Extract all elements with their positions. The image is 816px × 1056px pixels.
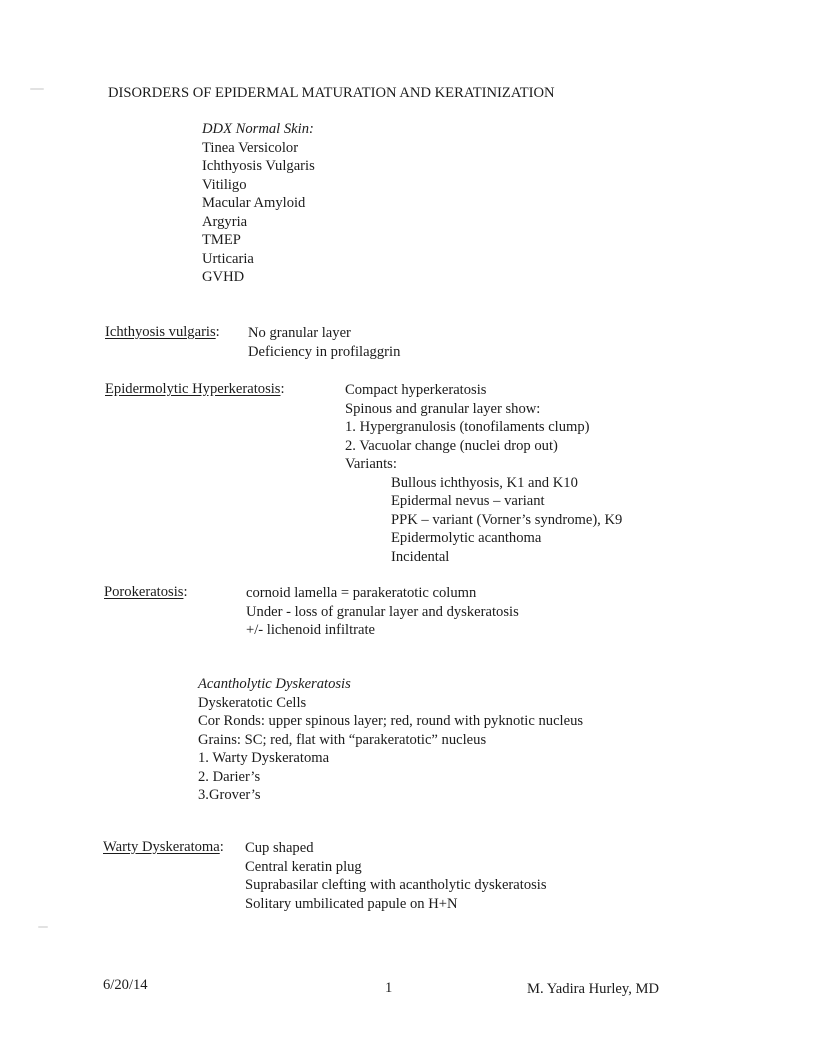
porokeratosis-term <box>104 584 188 601</box>
warty-term <box>103 839 224 856</box>
porokeratosis-term-text: Porokeratosis <box>104 584 184 600</box>
detail-line: Deficiency in profilaggrin <box>248 343 401 360</box>
warty-term-text: Warty Dyskeratoma <box>103 839 220 855</box>
ichthyosis-term-text: Ichthyosis vulgaris <box>105 324 216 340</box>
scan-speck <box>30 88 44 90</box>
detail-line: cornoid lamella = parakeratotic column <box>246 585 477 601</box>
detail-line: 2. Darier’s <box>198 768 261 785</box>
term-colon: : <box>280 381 285 397</box>
ichthyosis-term <box>105 324 220 341</box>
detail-line: Cup shaped <box>245 840 314 856</box>
variant-line: Incidental <box>391 548 450 565</box>
detail-line: Central keratin plug <box>245 858 362 875</box>
footer-date: 6/20/14 <box>103 977 148 993</box>
detail-line: Grains: SC; red, flat with “parakeratotic” nucleus <box>198 731 487 748</box>
ddx-item: Ichthyosis Vulgaris <box>202 158 315 174</box>
detail-line: Compact hyperkeratosis <box>345 382 487 398</box>
detail-line: Variants: <box>345 456 397 472</box>
detail-line: No granular layer <box>248 325 351 341</box>
detail-line: Spinous and granular layer show: <box>345 400 541 417</box>
variant-line: PPK – variant (Vorner’s syndrome), K9 <box>391 511 623 528</box>
footer-author: M. Yadira Hurley, MD <box>527 981 660 997</box>
detail-line: Solitary umbilicated papule on H+N <box>245 895 458 912</box>
detail-line: 1. Warty Dyskeratoma <box>198 750 330 766</box>
detail-line: Suprabasilar clefting with acantholytic dyskeratosis <box>245 877 547 893</box>
ddx-item: Urticaria <box>202 250 254 267</box>
ddx-item: Macular Amyloid <box>202 195 306 211</box>
scan-speck <box>38 926 48 928</box>
ddx-item: Vitiligo <box>202 176 247 193</box>
page-title: DISORDERS OF EPIDERMAL MATURATION AND KERATINIZATION <box>108 85 555 101</box>
term-colon: : <box>219 839 224 855</box>
acantholytic-section <box>198 675 583 805</box>
variant-line: Epidermolytic acanthoma <box>391 530 542 546</box>
warty-details <box>245 839 547 913</box>
detail-line: 3.Grover’s <box>198 787 261 803</box>
footer-page-number: 1 <box>385 980 393 996</box>
detail-line: Dyskeratotic Cells <box>198 694 307 711</box>
ddx-item: TMEP <box>202 232 241 248</box>
variant-line: Bullous ichthyosis, K1 and K10 <box>391 474 578 491</box>
ddx-item: Argyria <box>202 213 248 230</box>
detail-line: 2. Vacuolar change (nuclei drop out) <box>345 437 558 454</box>
detail-line: Cor Ronds: upper spinous layer; red, round with pyknotic nucleus <box>198 713 584 729</box>
ddx-section <box>202 120 315 287</box>
ehk-variants <box>391 474 622 567</box>
ddx-heading: DDX Normal Skin: <box>202 121 314 137</box>
detail-line: +/- lichenoid infiltrate <box>246 622 375 638</box>
ehk-term-text: Epidermolytic Hyperkeratosis <box>105 381 281 397</box>
porokeratosis-details <box>246 584 519 640</box>
term-colon: : <box>183 584 188 600</box>
detail-line: 1. Hypergranulosis (tonofilaments clump) <box>345 419 590 435</box>
ddx-item: GVHD <box>202 269 245 285</box>
ehk-term <box>105 381 285 398</box>
acantholytic-heading: Acantholytic Dyskeratosis <box>198 676 351 692</box>
ddx-item: Tinea Versicolor <box>202 139 299 156</box>
term-colon: : <box>215 324 220 340</box>
variant-line: Epidermal nevus – variant <box>391 493 545 509</box>
ichthyosis-details <box>248 324 400 361</box>
ehk-details <box>345 381 590 474</box>
detail-line: Under - loss of granular layer and dyskeratosis <box>246 603 519 620</box>
